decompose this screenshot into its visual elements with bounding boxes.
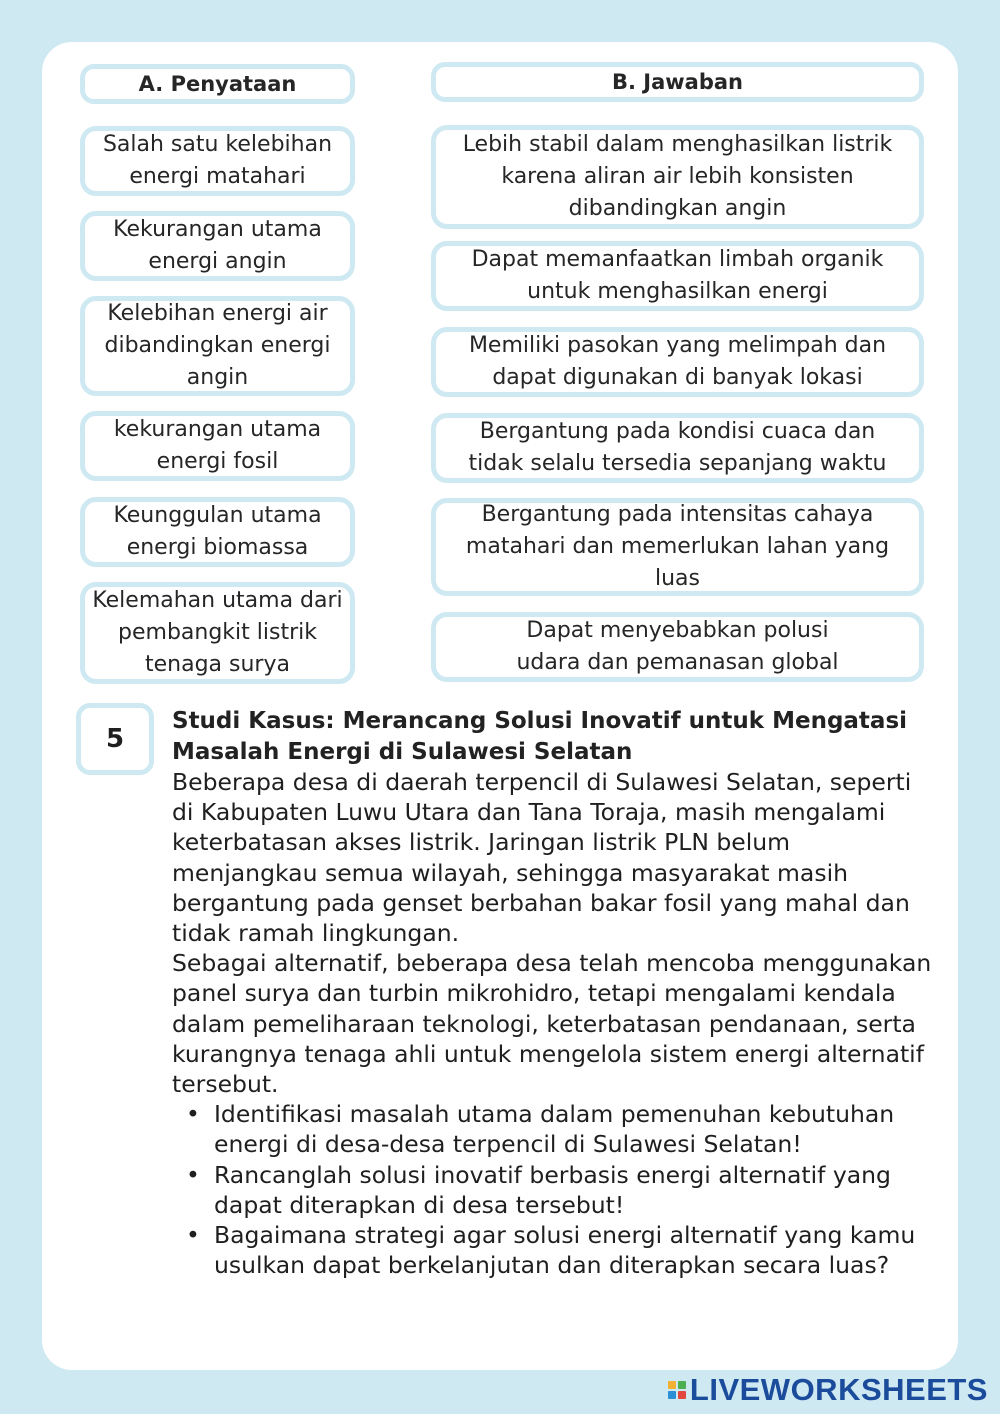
case-study-paragraph: Sebagai alternatif, beberapa desa telah mencoba menggunakan panel surya dan turbin mikrohidro, tetapi mengalami kendala dalam pemeliharaan teknologi, keterbatasan pendanaan, serta kurangnya tenaga ahli untuk mengelola sistem energi alternatif tersebut. [172,949,932,1099]
case-study [172,706,932,1280]
statement-box: Kekurangan utama energi angin [80,211,355,281]
liveworksheets-logo-icon [668,1381,686,1399]
bullet-icon: • [186,1221,200,1250]
question-text: Rancanglah solusi inovatif berbasis energi alternatif yang dapat diterapkan di desa tersebut! [214,1160,891,1219]
header-statements: A. Penyataan [80,64,355,104]
logo-square [678,1381,686,1389]
statement-box: kekurangan utama energi fosil [80,411,355,481]
case-study-title: Studi Kasus: Merancang Solusi Inovatif untuk Mengatasi Masalah Energi di Sulawesi Selatan [172,708,908,765]
question-text: Identifikasi masalah utama dalam pemenuhan kebutuhan energi di desa-desa terpencil di Sulawesi Selatan! [214,1100,895,1159]
header-answers: B. Jawaban [431,62,924,102]
logo-square [668,1381,676,1389]
question-item [186,1099,932,1159]
statement-box: Kelebihan energi air dibandingkan energi angin [80,296,355,396]
logo-square [678,1391,686,1399]
statement-box: Salah satu kelebihan energi matahari [80,126,355,196]
question-list [172,1099,932,1280]
question-item [186,1160,932,1220]
answer-box[interactable]: Memiliki pasokan yang melimpah dan dapat digunakan di banyak lokasi [431,327,924,397]
brand-name: LIVEWORKSHEETS [689,1372,988,1407]
answer-box[interactable]: Lebih stabil dalam menghasilkan listrik karena aliran air lebih konsisten dibandingkan angin [431,125,924,229]
question-text: Bagaimana strategi agar solusi energi alternatif yang kamu usulkan dapat berkelanjutan dan diterapkan secara luas? [214,1221,916,1280]
logo-square [668,1391,676,1399]
liveworksheets-brand[interactable] [668,1372,988,1408]
statement-box: Keunggulan utama energi biomassa [80,497,355,567]
question-item [186,1220,932,1280]
bullet-icon: • [186,1100,200,1129]
question-number: 5 [76,703,154,775]
answer-box[interactable]: Bergantung pada intensitas cahaya matahari dan memerlukan lahan yang luas [431,498,924,596]
case-study-paragraph: Beberapa desa di daerah terpencil di Sulawesi Selatan, seperti di Kabupaten Luwu Utara dan Tana Toraja, masih mengalami keterbatasan akses listrik. Jaringan listrik PLN belum menjangkau semua wilayah, sehingga masyarakat masih bergantung pada genset berbahan bakar fosil yang mahal dan tidak ramah lingkungan. [172,768,912,948]
bullet-icon: • [186,1160,200,1189]
answer-box[interactable]: Dapat memanfaatkan limbah organik untuk menghasilkan energi [431,241,924,311]
answer-box[interactable]: Dapat menyebabkan polusi udara dan pemanasan global [431,612,924,682]
statement-box: Kelemahan utama dari pembangkit listrik tenaga surya [80,582,355,684]
answer-box[interactable]: Bergantung pada kondisi cuaca dan tidak selalu tersedia sepanjang waktu [431,413,924,483]
